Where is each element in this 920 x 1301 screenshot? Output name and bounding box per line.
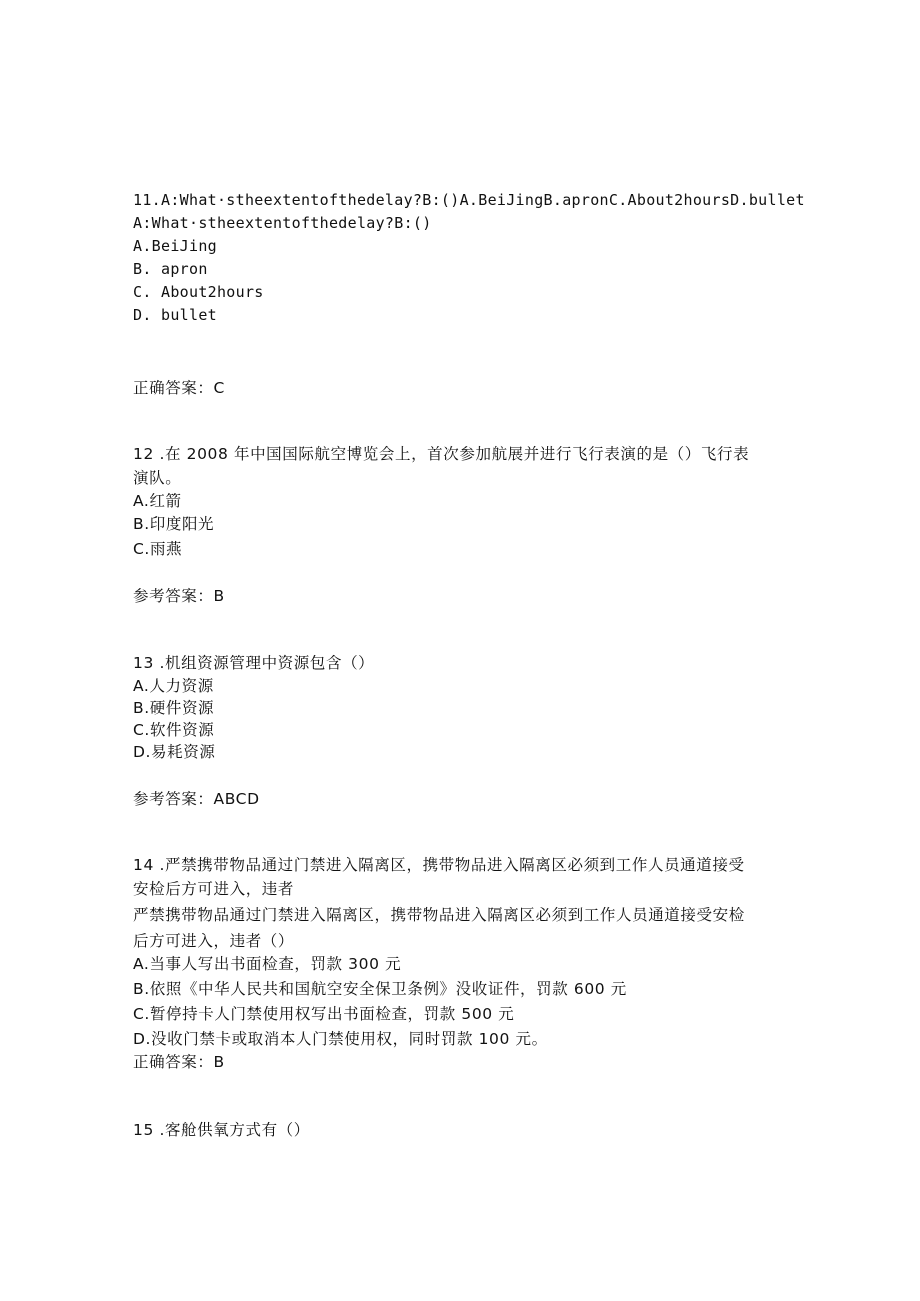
q12-title-line1: 12 .在 2008 年中国国际航空博览会上，首次参加航展并进行飞行表演的是（）飞行表 (133, 445, 750, 463)
q11-option-b: B. apron (133, 260, 208, 278)
q14-option-a: A.当事人写出书面检查，罚款 300 元 (133, 955, 402, 973)
q14-stem-line2: 后方可进入，违者（） (133, 932, 295, 950)
q13-title: 13 .机组资源管理中资源包含（） (133, 654, 375, 672)
q14-stem-line1: 严禁携带物品通过门禁进入隔离区，携带物品进入隔离区必须到工作人员通道接受安检 (133, 906, 745, 924)
q13-option-d: D.易耗资源 (133, 743, 216, 761)
q15-title: 15 .客舱供氧方式有（） (133, 1121, 310, 1139)
q12-title-line2: 演队。 (133, 469, 182, 487)
q13-option-b: B.硬件资源 (133, 699, 215, 717)
q13-answer: 参考答案：ABCD (133, 790, 260, 808)
q14-option-b: B.依照《中华人民共和国航空安全保卫条例》没收证件，罚款 600 元 (133, 980, 627, 998)
q11-option-a: A.BeiJing (133, 237, 217, 255)
q14-title-line1: 14 .严禁携带物品通过门禁进入隔离区，携带物品进入隔离区必须到工作人员通道接受 (133, 856, 745, 874)
q12-option-b: B.印度阳光 (133, 515, 215, 533)
q11-option-c: C. About2hours (133, 283, 264, 301)
q12-option-a: A.红箭 (133, 492, 182, 510)
q13-option-a: A.人力资源 (133, 677, 214, 695)
q14-title-line2: 安检后方可进入，违者 (133, 880, 295, 898)
q11-stem: A:What·stheextentofthedelay?B:() (133, 214, 432, 232)
q14-option-c: C.暂停持卡人门禁使用权写出书面检查，罚款 500 元 (133, 1005, 515, 1023)
q12-option-c: C.雨燕 (133, 540, 183, 558)
q11-title: 11.A:What·stheextentofthedelay?B:()A.BeiJingB.apronC.About2hoursD.bullet (133, 191, 805, 209)
q11-option-d: D. bullet (133, 306, 217, 324)
q12-answer: 参考答案：B (133, 587, 225, 605)
q14-answer: 正确答案：B (133, 1053, 225, 1071)
q11-answer: 正确答案：C (133, 379, 225, 397)
q13-option-c: C.软件资源 (133, 721, 215, 739)
q14-option-d: D.没收门禁卡或取消本人门禁使用权，同时罚款 100 元。 (133, 1030, 548, 1048)
